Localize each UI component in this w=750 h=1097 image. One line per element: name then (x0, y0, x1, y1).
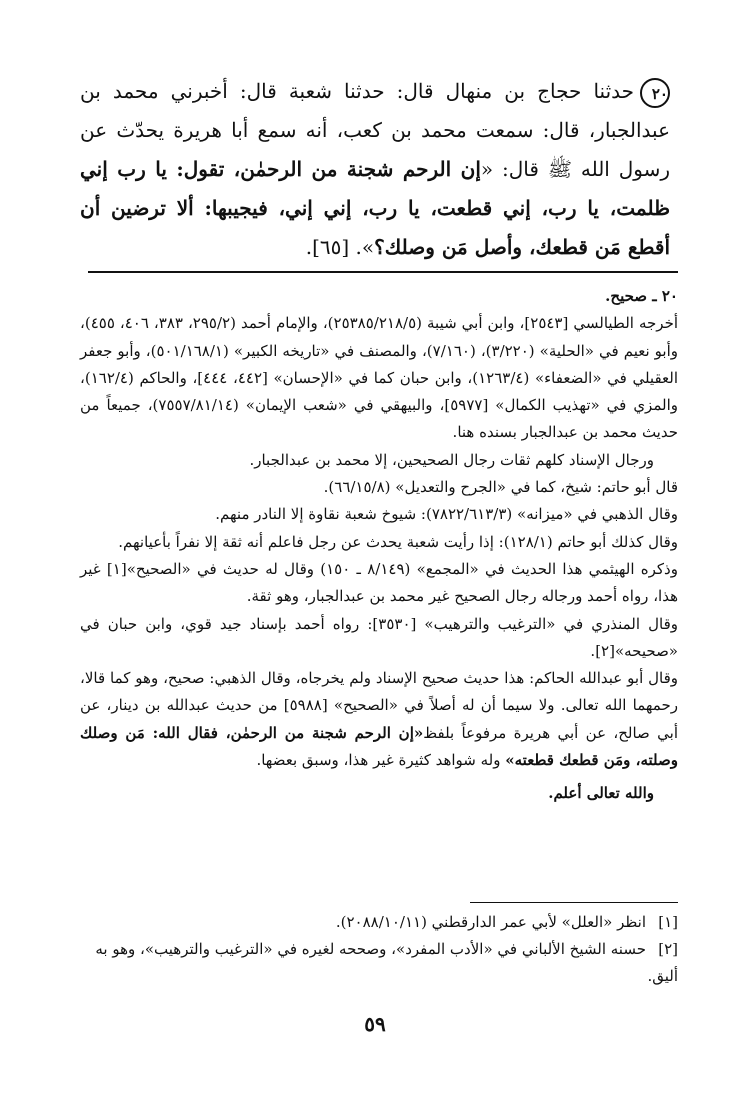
quoted-hadith: «إن الرحم شجنة من الرحمٰن، فقال الله: مَن وصلك وصلته، ومَن قطعك قطعته» (80, 723, 678, 770)
commentary-paragraph: وقال الذهبي في «ميزانه» (٧٨٢٢/٦١٣/٣): شيوخ شعبة نقاوة إلا النادر منهم. (215, 505, 678, 524)
hadith-number-badge: ٢٠ (640, 78, 670, 108)
commentary-paragraph: وذكره الهيثمي هذا الحديث في «المجمع» (٨/١٤٩ ـ ١٥٠) وقال له حديث في «الصحيح»[١] غير هذا، رواه أحمد ورجاله رجال الصحيح غير محمد بن عبدالجبار، وهو ثقة. (80, 559, 678, 606)
main-separator (88, 271, 678, 273)
hadith-matn: إن الرحم شجنة من الرحمٰن، تقول: يا رب إني ظلمت، يا رب، إني قطعت، يا رب، إني إني، فيجيبها: ألا ترضين أن أقطع مَن قطعك، وأصل مَن وصلك؟ (80, 157, 670, 259)
footnote-text: انظر «العلل» لأبي عمر الدارقطني (٢٠٨٨/١٠/١١). (335, 913, 646, 931)
commentary-paragraph: ورجال الإسناد كلهم ثقات رجال الصحيحين، إلا محمد بن عبدالجبار. (249, 450, 654, 469)
footnote-separator (470, 902, 678, 903)
commentary-paragraph: وقال المنذري في «الترغيب والترهيب» [٣٥٣٠]: رواه أحمد بإسناد جيد قوي، وابن حبان في «صحيحه»[٢]. (80, 614, 678, 660)
closing-formula: والله تعالى أعلم. (548, 784, 654, 803)
commentary-paragraph: قال أبو حاتم: شيخ، كما في «الجرح والتعديل» (٦٦/١٥/٨). (323, 478, 678, 497)
footnotes (80, 909, 678, 990)
hadith-reference: ». [٦٥]. (305, 235, 375, 259)
commentary-paragraph (80, 665, 678, 774)
hadith-text (80, 72, 670, 267)
page-number: ٥٩ (364, 1012, 386, 1036)
commentary-text: وقال أبو عبدالله الحاكم: هذا حديث صحيح الإسناد ولم يخرجاه، وقال الذهبي: صحيح، وهو كما قالا، رحمهما الله تعالى. ولا سيما أن له أصلاً في «الصحيح» [٥٩٨٨] من حديث عبدالله بن دينار، عن أبي صالح، عن أبي هريرة مرفوعاً بلفظ (80, 669, 678, 742)
footnote-text: حسنه الشيخ الألباني في «الأدب المفرد»، وصححه لغيره في «الترغيب والترهيب»، وهو به أليق. (95, 940, 678, 985)
grading-heading: ٢٠ ـ صحيح. (605, 287, 678, 305)
takhrij-commentary (80, 283, 678, 808)
commentary-paragraph: وقال كذلك أبو حاتم (١٢٨/١): إذا رأيت شعبة يحدث عن رجل فاعلم أنه ثقة إلا نفراً بأعيانهم. (118, 532, 678, 551)
footnote-mark: [٢] (658, 940, 678, 958)
footnote (80, 936, 678, 990)
footnote-mark: [١] (658, 913, 678, 931)
footnote (80, 909, 678, 936)
hadith-isnad: حدثنا حجاج بن منهال قال: حدثنا شعبة قال: أخبرني محمد بن عبدالجبار، قال: سمعت محمد بن كعب، أنه سمع أبا هريرة يحدّث عن رسول الله ﷺ قال: « (80, 79, 670, 181)
commentary-paragraph: أخرجه الطيالسي [٢٥٤٣]، وابن أبي شيبة (٢٥٣٨٥/٢١٨/٥)، والإمام أحمد (٢٩٥/٢، ٣٨٣، ٤٠٦، ٤٥٥)، وأبو نعيم في «الحلية» (٣/٢٢٠)، (٧/١٦٠)، والمصنف في «تاريخه الكبير» (٥٠١/١٦٨/١)، وأبو جعفر العقيلي في «الضعفاء» (١٢٦٣/٤)، وابن حبان كما في «الإحسان» [٤٤٢، ٤٤٤]، والحاكم (١٦٢/٤)، والمزي في «تهذيب الكمال» [٥٩٧٧]، والبيهقي في «شعب الإيمان» (٧٥٥٧/٨١/١٤)، جميعاً من حديث محمد بن عبدالجبار بسنده هنا. (80, 314, 679, 442)
commentary-text: وله شواهد كثيرة غير هذا، وسبق بعضها. (256, 751, 506, 770)
